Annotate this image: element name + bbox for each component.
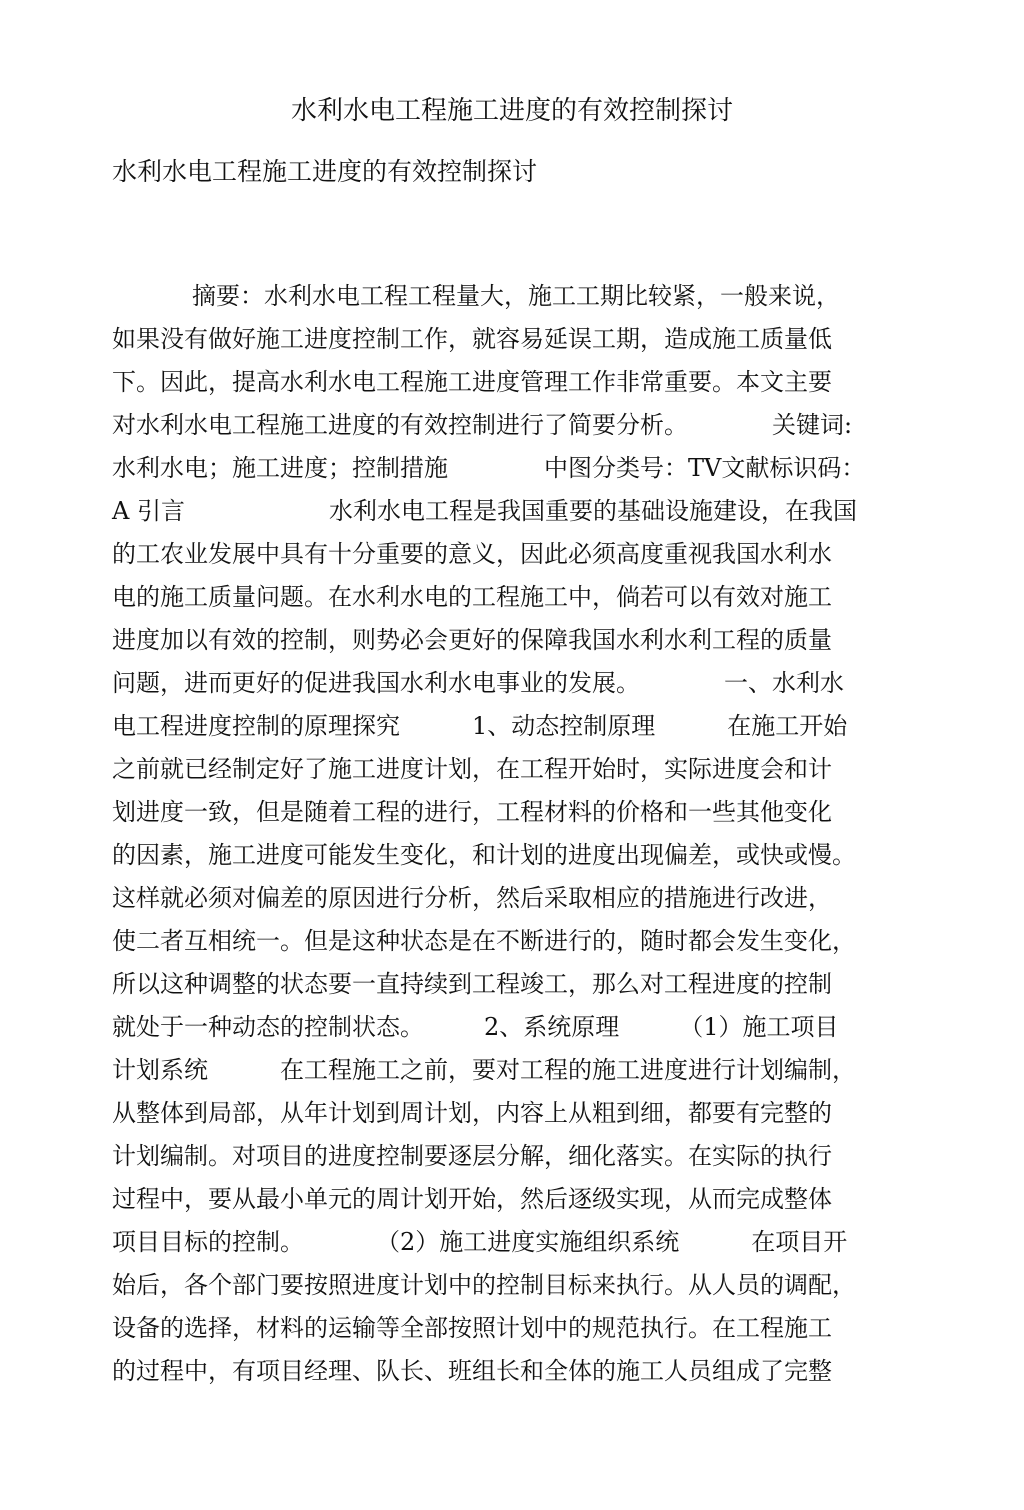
- body-text-line: 对水利水电工程施工进度的有效控制进行了简要分析。 关键词:: [112, 411, 853, 439]
- body-text-line: 使二者互相统一。但是这种状态是在不断进行的，随时都会发生变化，: [112, 927, 856, 955]
- body-text-line: 之前就已经制定好了施工进度计划，在工程开始时，实际进度会和计: [112, 755, 832, 783]
- body-text-line: A 引言 水利水电工程是我国重要的基础设施建设，在我国: [112, 497, 857, 525]
- body-text-line: 水利水电；施工进度；控制措施 中图分类号：TV文献标识码：: [112, 454, 866, 482]
- body-text-line: 计划编制。对项目的进度控制要逐层分解，细化落实。在实际的执行: [112, 1142, 832, 1170]
- body-text-line: 设备的选择，材料的运输等全部按照计划中的规范执行。在工程施工: [112, 1314, 832, 1342]
- body-text-line: 的工农业发展中具有十分重要的意义，因此必须高度重视我国水利水: [112, 540, 832, 568]
- body-text-line: 电工程进度控制的原理探究 1、动态控制原理 在施工开始: [112, 712, 848, 740]
- document-subtitle: 水利水电工程施工进度的有效控制探讨: [112, 157, 538, 186]
- body-text-line: 这样就必须对偏差的原因进行分析，然后采取相应的措施进行改进，: [112, 884, 832, 912]
- body-text-line: 进度加以有效的控制，则势必会更好的保障我国水利水利工程的质量: [112, 626, 832, 654]
- body-text-line: 计划系统 在工程施工之前，要对工程的施工进度进行计划编制，: [112, 1056, 856, 1084]
- body-text-line: 从整体到局部，从年计划到周计划，内容上从粗到细，都要有完整的: [112, 1099, 832, 1127]
- body-text-line: 就处于一种动态的控制状态。 2、系统原理 （1）施工项目: [112, 1013, 839, 1041]
- body-text-line: 始后，各个部门要按照进度计划中的控制目标来执行。从人员的调配，: [112, 1271, 856, 1299]
- body-text-line: 的因素，施工进度可能发生变化，和计划的进度出现偏差，或快或慢。: [112, 841, 856, 869]
- document-body: [112, 275, 912, 1393]
- body-text-line: 项目目标的控制。 （2）施工进度实施组织系统 在项目开: [112, 1228, 848, 1256]
- body-text-line: 的过程中，有项目经理、队长、班组长和全体的施工人员组成了完整: [112, 1357, 832, 1385]
- body-text-line: 划进度一致，但是随着工程的进行，工程材料的价格和一些其他变化: [112, 798, 832, 826]
- document-title: 水利水电工程施工进度的有效控制探讨: [290, 96, 733, 126]
- body-text-line: 所以这种调整的状态要一直持续到工程竣工，那么对工程进度的控制: [112, 970, 832, 998]
- body-text-line: 下。因此，提高水利水电工程施工进度管理工作非常重要。本文主要: [112, 368, 832, 396]
- body-text-line: 过程中，要从最小单元的周计划开始，然后逐级实现，从而完成整体: [112, 1185, 832, 1213]
- body-text-line: 电的施工质量问题。在水利水电的工程施工中，倘若可以有效对施工: [112, 583, 832, 611]
- body-text-line: 问题，进而更好的促进我国水利水电事业的发展。 一、水利水: [112, 669, 844, 697]
- abstract-paragraph-line: 摘要：水利水电工程工程量大，施工工期比较紧，一般来说，: [192, 282, 840, 310]
- body-text-line: 如果没有做好施工进度控制工作，就容易延误工期，造成施工质量低: [112, 325, 832, 353]
